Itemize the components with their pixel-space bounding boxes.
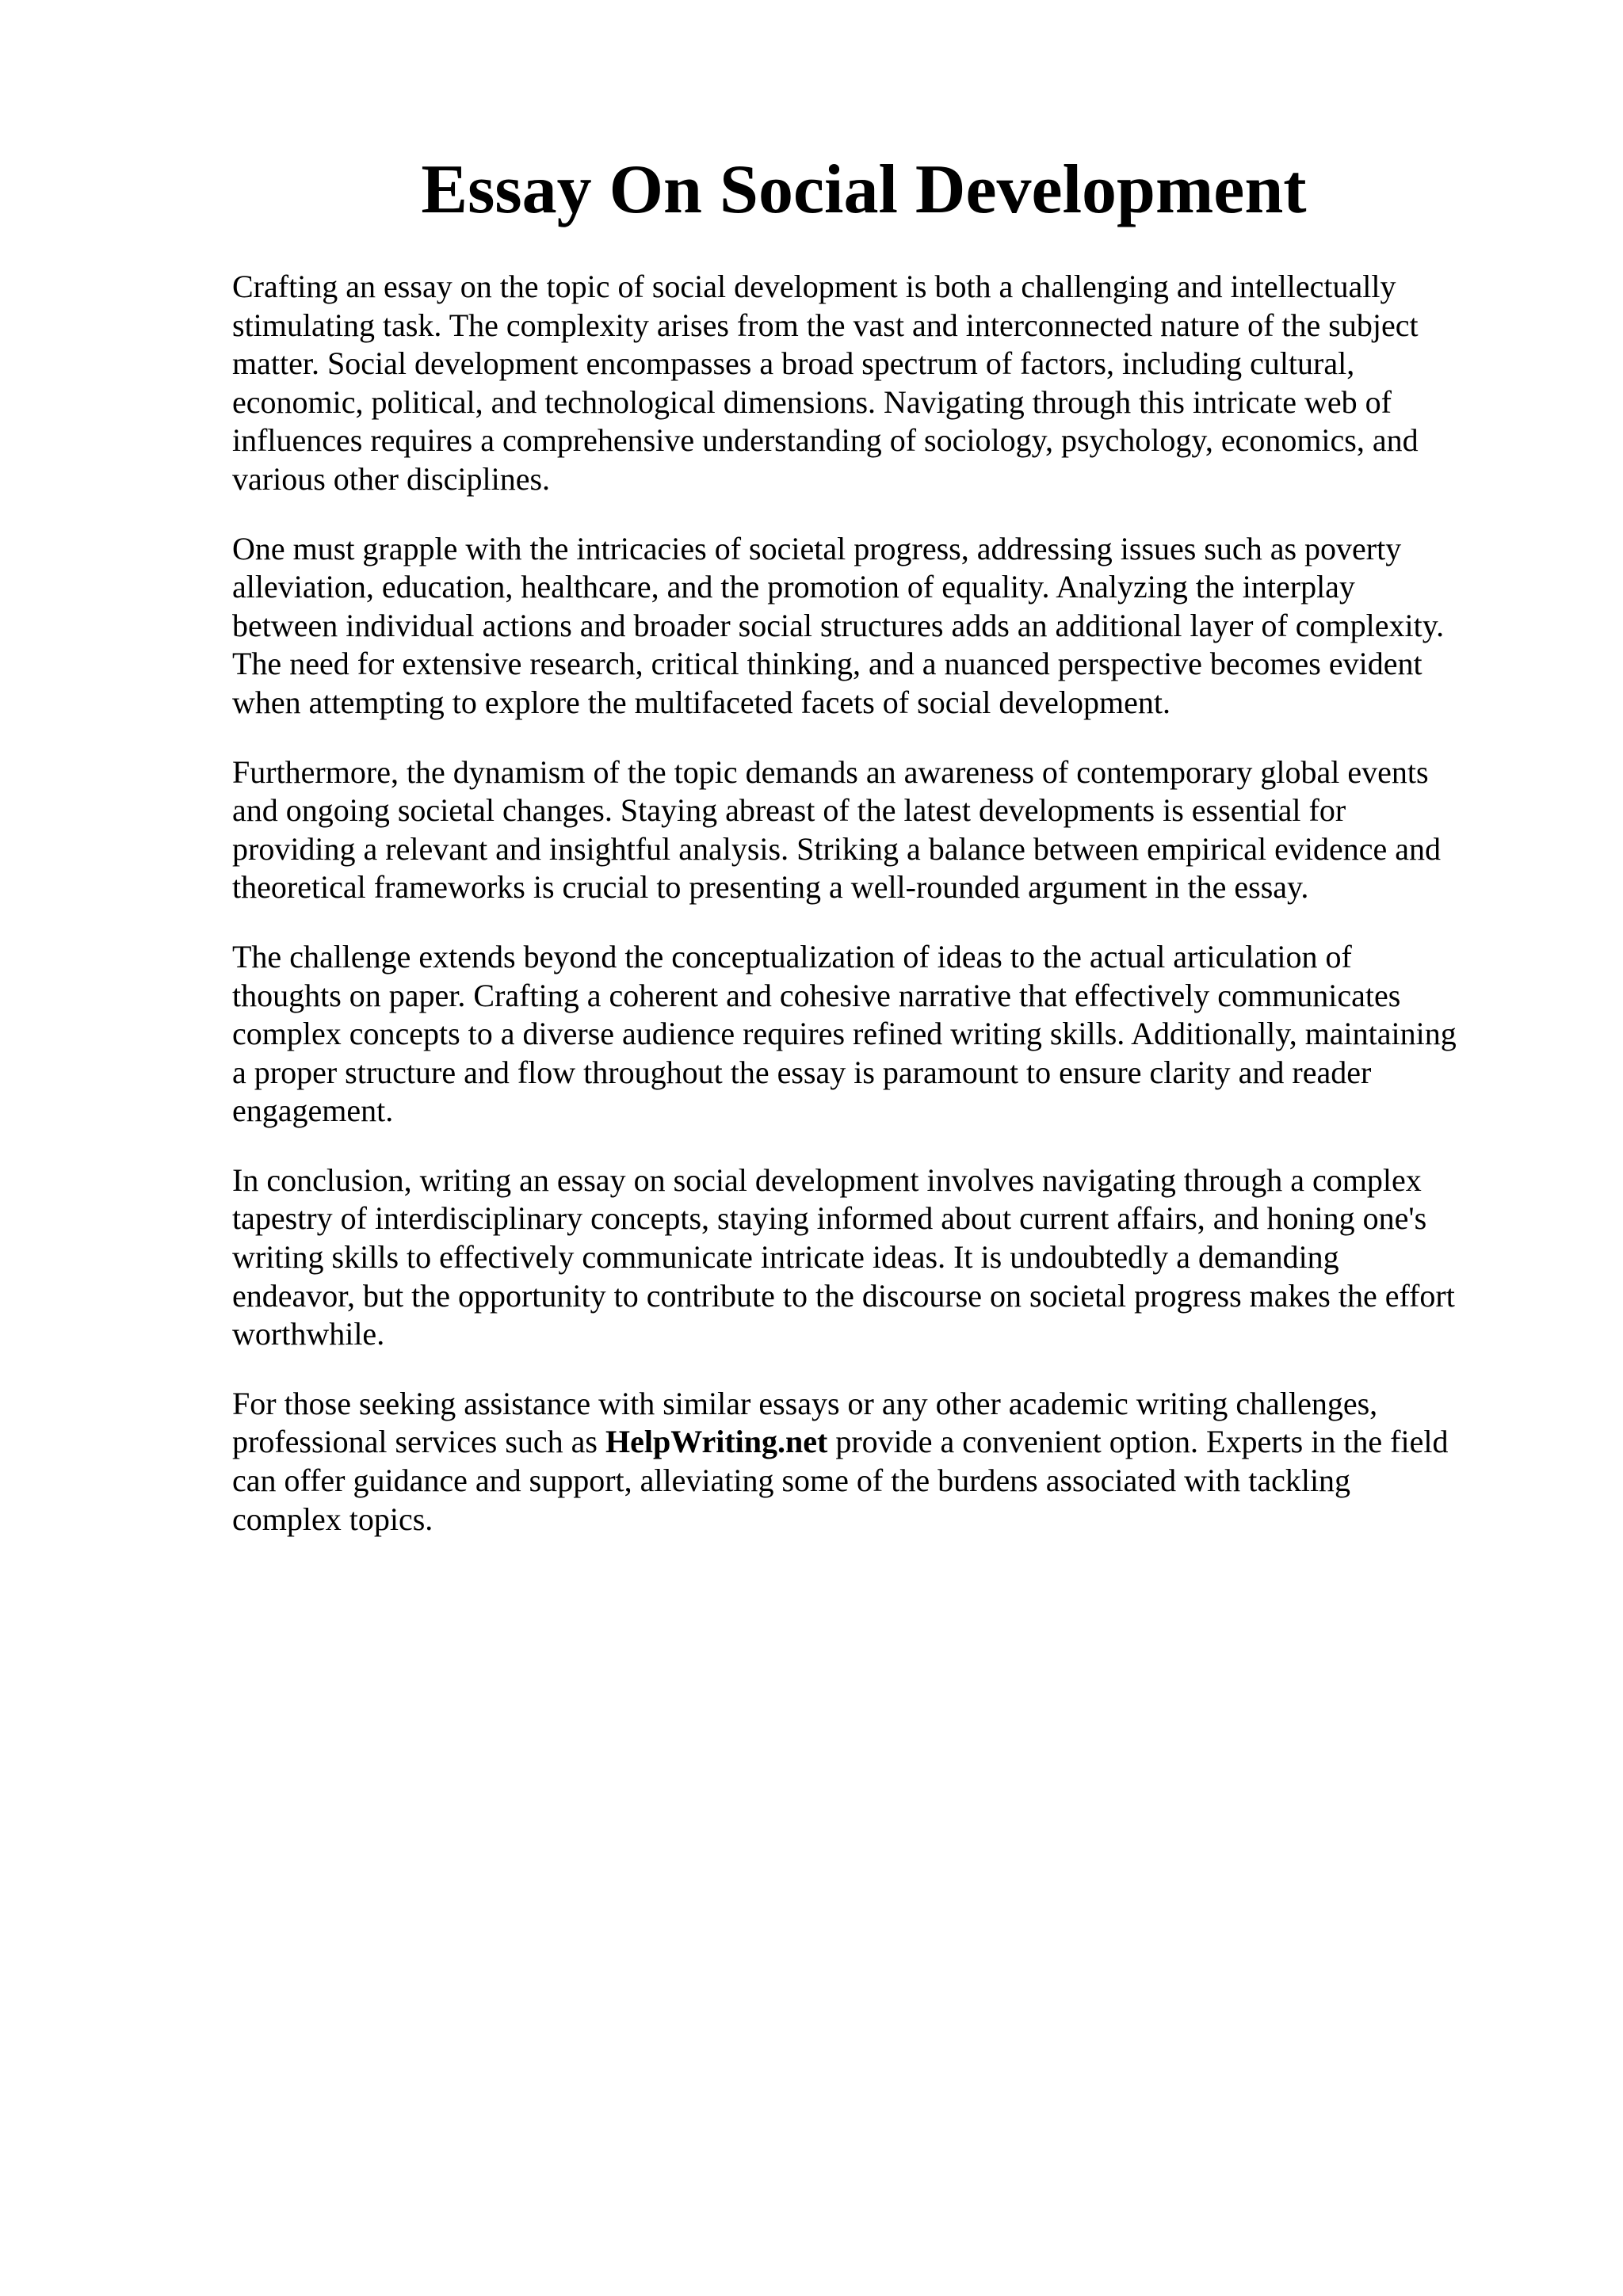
document-title: Essay On Social Development bbox=[421, 151, 1307, 228]
brand-name: HelpWriting.net bbox=[605, 1424, 828, 1460]
paragraph-6-text-after: provide a convenient option. Experts in the field can offer guidance and support, alleviating some of the burdens associated with tackling complex topics. bbox=[232, 1424, 1449, 1537]
paragraph-6 bbox=[232, 1385, 1532, 1539]
paragraph-4: The challenge extends beyond the conceptualization of ideas to the actual articulation of thoughts on paper. Crafting a coherent and cohesive narrative that effectively communicates complex concepts to a diverse audience requires refined writing skills. Additionally, maintaining a proper structure and flow throughout the essay is paramount to ensure clarity and reader engagement. bbox=[232, 938, 1457, 1129]
paragraph-5: In conclusion, writing an essay on social development involves navigating through a complex tapestry of interdisciplinary concepts, staying informed about current affairs, and honing one's writing skills to effectively communicate intricate ideas. It is undoubtedly a demanding endeavor, but the opportunity to contribute to the discourse on societal progress makes the effort worthwhile. bbox=[232, 1161, 1455, 1352]
paragraph-6-text-before: For those seeking assistance with similar essays or any other academic writing challenges, professional services such as bbox=[232, 1385, 1378, 1460]
paragraph-3: Furthermore, the dynamism of the topic demands an awareness of contemporary global events and ongoing societal changes. Staying abreast of the latest developments is essential for providing a relevant and insightful analysis. Striking a balance between empirical evidence and theoretical frameworks is crucial to presenting a well-rounded argument in the essay. bbox=[232, 753, 1442, 906]
paragraph-1: Crafting an essay on the topic of social development is both a challenging and intellectually stimulating task. The complexity arises from the vast and interconnected nature of the subject matter. Social development encompasses a broad spectrum of factors, including cultural, economic, political, and technological dimensions. Navigating through this intricate web of influences requires a comprehensive understanding of sociology, psychology, economics, and various other disciplines. bbox=[232, 269, 1419, 497]
document-body bbox=[232, 268, 1532, 1569]
paragraph-2: One must grapple with the intricacies of societal progress, addressing issues such as poverty alleviation, education, healthcare, and the promotion of equality. Analyzing the interplay between individual actions and broader social structures adds an additional layer of complexity. The need for extensive research, critical thinking, and a nuanced perspective becomes evident when attempting to explore the multifaceted facets of social development. bbox=[232, 530, 1445, 720]
